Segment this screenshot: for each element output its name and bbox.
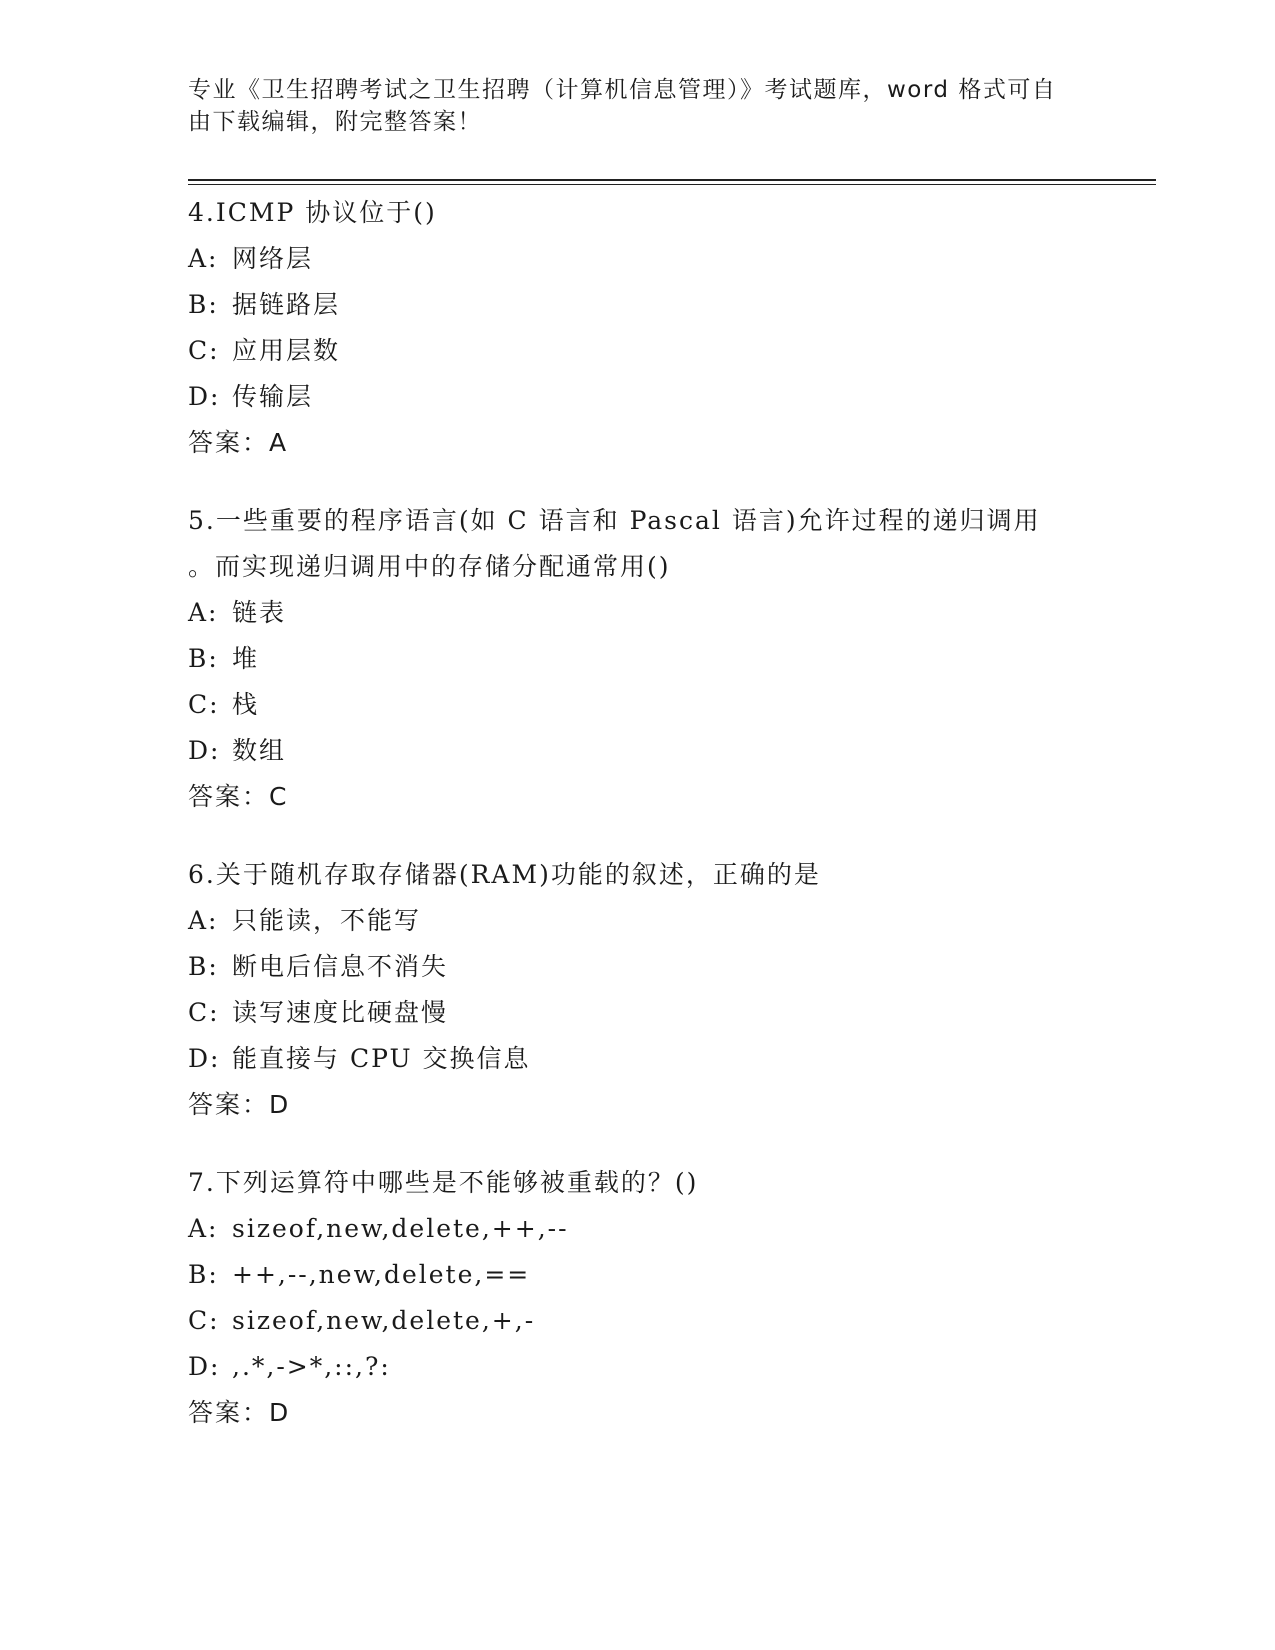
option-c: [188, 682, 1088, 728]
option-letter: C:: [188, 336, 220, 365]
option-text: 能直接与 CPU 交换信息: [232, 1044, 531, 1073]
option-letter: C:: [188, 1306, 220, 1335]
option-letter: A:: [188, 906, 219, 935]
option-letter: A:: [188, 244, 219, 273]
option-b: [188, 1252, 1088, 1298]
option-text: 据链路层: [232, 290, 341, 319]
option-a: [188, 590, 1088, 636]
answer-line: 答案：D: [188, 1398, 291, 1427]
question-5: [188, 498, 1088, 820]
answer-line: 答案：D: [188, 1090, 291, 1119]
option-letter: B:: [188, 644, 219, 673]
option-c: [188, 328, 1088, 374]
header-divider-thick: [188, 179, 1156, 181]
option-text: sizeof,new,delete,++,--: [232, 1214, 569, 1243]
option-text: 网络层: [232, 244, 314, 273]
option-text: 栈: [232, 690, 260, 719]
answer-line: 答案：A: [188, 428, 289, 457]
question-6: [188, 852, 1088, 1128]
option-c: [188, 990, 1088, 1036]
option-letter: D:: [188, 736, 221, 765]
option-text: 读写速度比硬盘慢: [232, 998, 449, 1027]
header-line-2: 由下载编辑，附完整答案！: [188, 109, 482, 135]
option-letter: C:: [188, 998, 220, 1027]
question-title-line: 。而实现递归调用中的存储分配通常用(): [188, 552, 671, 581]
option-text: 链表: [232, 598, 287, 627]
option-letter: C:: [188, 690, 220, 719]
option-text: sizeof,new,delete,+,-: [232, 1306, 536, 1335]
option-text: 只能读，不能写: [232, 906, 422, 935]
question-title: [188, 498, 1088, 590]
option-d: [188, 374, 1088, 420]
option-letter: D:: [188, 1044, 221, 1073]
header-divider-thin: [188, 184, 1156, 185]
question-title-line: 5.一些重要的程序语言(如 C 语言和 Pascal 语言)允许过程的递归调用: [188, 506, 1041, 535]
option-text: ++,--,new,delete,==: [232, 1260, 531, 1289]
option-text: 堆: [232, 644, 260, 673]
option-b: [188, 636, 1088, 682]
question-title: 6.关于随机存取存储器(RAM)功能的叙述，正确的是: [188, 860, 821, 889]
header-line-1: 专业《卫生招聘考试之卫生招聘（计算机信息管理）》考试题库，word 格式可自: [188, 77, 1057, 103]
option-d: [188, 1036, 1088, 1082]
document-header: [188, 74, 1088, 138]
option-text: 应用层数: [232, 336, 341, 365]
option-d: [188, 1344, 1088, 1390]
option-text: 数组: [232, 736, 287, 765]
option-b: [188, 944, 1088, 990]
option-a: [188, 236, 1088, 282]
answer-line: 答案：C: [188, 782, 289, 811]
option-letter: B:: [188, 952, 219, 981]
option-letter: A:: [188, 598, 219, 627]
option-text: 传输层: [232, 382, 314, 411]
option-letter: B:: [188, 290, 219, 319]
option-letter: B:: [188, 1260, 219, 1289]
option-a: [188, 898, 1088, 944]
option-a: [188, 1206, 1088, 1252]
question-7: [188, 1160, 1088, 1436]
question-4: [188, 190, 1088, 466]
option-text: ,.*,->*,::,?:: [232, 1352, 391, 1381]
option-letter: D:: [188, 1352, 221, 1381]
option-c: [188, 1298, 1088, 1344]
option-text: 断电后信息不消失: [232, 952, 449, 981]
question-title: 4.ICMP 协议位于(): [188, 198, 437, 227]
option-b: [188, 282, 1088, 328]
option-letter: D:: [188, 382, 221, 411]
option-letter: A:: [188, 1214, 219, 1243]
question-list: [188, 190, 1088, 1468]
question-title: 7.下列运算符中哪些是不能够被重载的？(): [188, 1168, 699, 1197]
option-d: [188, 728, 1088, 774]
